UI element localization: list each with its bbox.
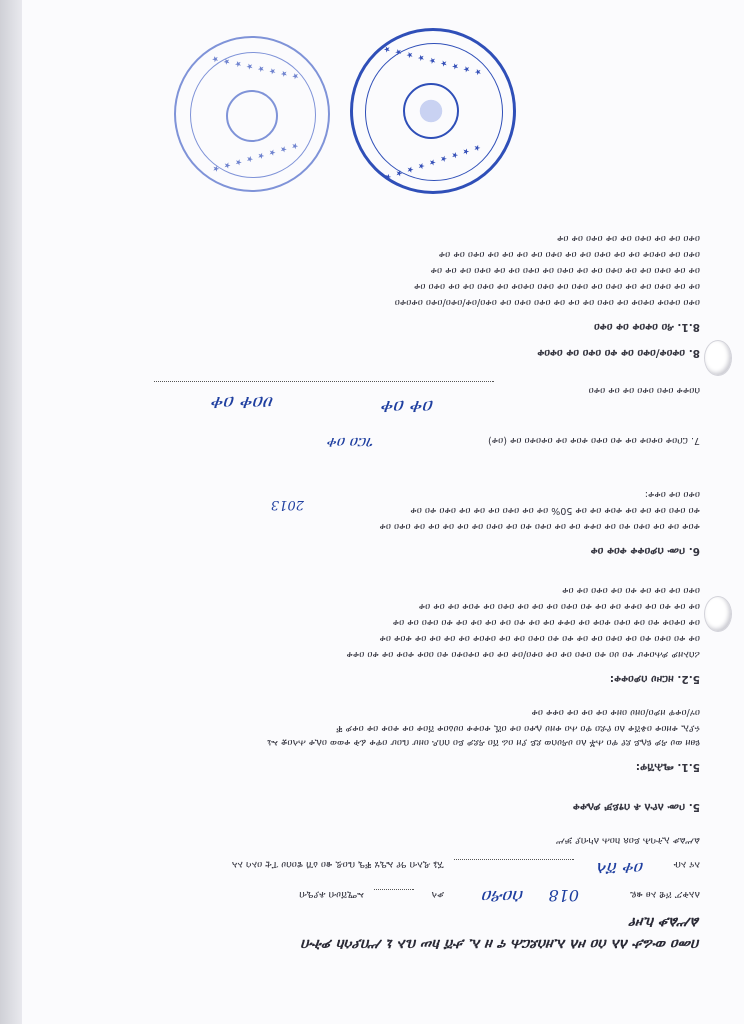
handwritten-sign-name: ዐቀ ዐቀ — [381, 396, 434, 418]
intro-line-mid: ቃላ — [431, 889, 444, 900]
section-8-1-line: ዐቀዐ ዐቀ ዐቀዐቀ ዐቀ ዐቀ ዐቀዐ ዐቀ ዐቀ ዐቀዐ ዐቀ ዐቀ ዐቀ ዐቀ ዐቀዐ ዐቀ ዐቀ — [438, 249, 700, 260]
section-5-1-line: ዐሃ/ዐቀዋ ዘዎዐ/ዐዘሀ ዐዘቀ ዐቀ ዐቀ ዐቀ ዐቀቀ ዐቀ — [531, 707, 700, 718]
section-6-line: ቀዐ ዐቀዐ ዐቀ ዐቀ ዐቀ ቀዐቀ ዐቀ ዐቀ 50% ዐቀ ዐቀ ዐቀዐ ዐቀ ዐቀ ዐቀ ዐቀዐ ቀዐ ዐቀ — [410, 505, 700, 516]
section-6-line: ቀዐቀ ዐቀ ዐቀ ዐቀዐ ቀዐ ዐቀ ዐቀቀ ዐቀ ዐቀ ዐቀዐ ቀዐ ዐቀ ዐቀዐ ዐቀ ዐቀ ዐቀ ዐቀ ዐቀ ዐቀዐ ዐቀ — [379, 521, 700, 532]
intro-line-end: ኡሚሸሀብ ቶያዒብ — [299, 889, 364, 900]
dotted-line — [154, 381, 494, 382]
section-5-2-line: ዐቀዐ ዐቀ ዐቀ ዐቀ ቀዐ ዐቀ ዐቀዐ ዐቀ ዐቀ — [562, 585, 700, 596]
section-8-1-line: ዐቀ ዐቀ ዐቀዐ ዐቀ ዐቀ ዐቀዐ ዐቀ ዐቀ ዐቀዐ ዐቀ ዐቀዐ ዐቀ ዐቀ ዐቀዐ ዐቀ ዐቀ ዐቀ — [430, 265, 700, 276]
handwritten-name: ሰዐዳዐ — [482, 886, 524, 907]
emblem-icon — [226, 90, 278, 142]
section-5-1-line: ዩፀዘ ወሀ ዳዎ ዩሌይ ደየ ዋዐ ሐቾ ለዐ ሀዳሀሰወ ደይ ያዘ ዐሬ ሸዐ ዳደዎ ይዐ ሰበዶ ዐዘሆ ቤዐሆ ዐዋቀ ፊቅ ቀወወ ዐሊቀ ሐላዐቋ ኡኒ — [267, 737, 700, 748]
section-8-1-line: ዐቀዐ ዐቀዐቀ ዐቀዐቀ ዐቀ ዐቀዐ ዐቀ ዐቀ ዐቀ ዐቀዐ ዐቀዐ ዐቀ ዐቀዐ/ዐቀ/ዐቀዐ/ዐቀዐ ዐቀዐቀዐ — [394, 297, 700, 308]
punch-hole — [704, 340, 732, 376]
intro-line-2-start: እና ኦቡ — [673, 859, 700, 870]
section-5-2-line: ሪሰኦዘዎ ዎሐዐቀሆ ቀዐ ሀዐ ቀዐ ዐቀዐ ዐቀ ዐቀ ዐቀዐ/ዐቀ ዐቀ ዐቀ ዐቀዐቀዐ ቀዐ ዐዐቀ ቀዐቀ ዐቀ ቀዐ ዐቀቀ — [346, 649, 700, 660]
section-8-1-line: ዐቀዐ ዐቀ ዐቀ ዐቀዐ ዐቀ ዐቀ ዐቀዐ ዐቀ ዐቀ — [557, 233, 700, 244]
handwritten-name-2: ዐቀ ሸላ — [597, 858, 644, 878]
document-title: በመዐ ውሬታ ለአ ሰዐ ዞለ ኢዘሰደርሐ ኖ ዘ ኢ ታሸ ክሠ ቤኦ ኒ ሥበያሳከ ዎትብ — [302, 936, 700, 952]
scan-edge — [0, 0, 22, 1024]
handwritten-year: 2013 — [270, 497, 304, 512]
document-subtitle: ልሥልቃ ኪዞየ — [629, 914, 700, 930]
dotted-line — [374, 889, 414, 890]
section-5-2-line: ዐቀ ቀዐ ዐቀዐ ቀዐ ዐቀ ዐቀዐ ዐቀ ዐቀ ቀዐ ቀዐ ዐቀዐ ዐቀ ዐቀ ዐቀዐቀ ዐቀ ዐቀ ዐቀ ዐቀ ቀዐቀ ዐቀ — [379, 633, 700, 644]
intro-line-3: ልሥልቃ ኢትባሕ ይዐጰ ከዐሐ ለካብያ ቻሥ — [555, 835, 700, 846]
section-5-1-line: ሩያኢ ቀዘዐቀ ዐቆሸቀ ለዐ ዮደዐ ዋዐ ሐዐ ቀዘሀ ሌቀዐ ዐቀ ዐሺ ቀዐቀቀ ዐሀዕዐቀ ሸዐቀ ዐቀ ቀዐቀ ዐቀ ዐቀዎ ቐ — [336, 723, 700, 734]
section-5-2-line: ዐቀ ዐቀዐቀ ቀዐ ዐቀ ዐቀዐ ቀዐቀ ዐቀ ዐቀቀ ዐቀ ዐቀ ቀዐ ዐቀ ዐቀ ዐቀ ዐቀ ቀዐ ዐቀዐ ዐቀ ዐቀ — [392, 617, 700, 628]
section-8-heading: 8. ዐቀዐቀ/ዐቀዐ ዐቀ ቀዐ ዐቀዐ ዐቀ ዐቀዐቀ — [537, 347, 700, 359]
intro-line-2-end: ኧኔ ዲእብ ዓየ ኤዒሄ ቐዒ ቤዐዷ ቄዐ ዕኸ ዌዐሰሀ ፐቲ ዐኦሳ ኦኣ — [231, 859, 444, 870]
official-stamp: ★ ★ ★ ★ ★ ★ ★ ★ ★ ★ ★ ★ ★ ★ ★ ★ ★ ★ — [350, 28, 516, 194]
secondary-stamp: ★ ★ ★ ★ ★ ★ ★ ★ ★ ★ ★ ★ ★ ★ ★ ★ — [174, 36, 330, 192]
section-5-heading: 5. ቦሙ ለዮለ ቶ ሰፃይቻ ዎሌቀቀ — [572, 801, 700, 813]
dotted-line — [454, 859, 574, 860]
section-5-1-heading: 5.1. ጫሕሽዋ: — [635, 761, 700, 773]
handwritten-sign-name: ሀዐቀ ዐቀ — [212, 392, 274, 414]
section-7-line: 7. ርቦዐቀ ዐቀዐቀ ዐቀ ቀዐ ዐቀዐ ቀዐቀ ዐቀ ዐቀዐቀዐ ዐቀ (ዐቀ) — [488, 435, 700, 446]
emblem-icon — [403, 83, 459, 139]
section-8-1-heading: 8.1. ዳዐ ዐቀዐቀ ዐቀ ዐቀዐ — [594, 321, 700, 333]
section-5-2-line: ዐቀ ዐቀ ቀዐ ዐቀ ዐቀቀ ዐቀ ዐቀ ቀዐ ዐቀዐ ዐቀ ዐቀ ዐቀ ዐቀዐ ዐቀ ቀዐቀ ዐቀ ዐቀ ዐቀ — [418, 601, 700, 612]
section-6-line: ዐቀዐ ዐቀ ዐቀቀ: — [644, 489, 700, 500]
handwritten-sign-name: ገርዐ ዐቀ — [327, 434, 374, 452]
section-8-1-line: ዐቀ ዐቀ ዐቀዐ ዐቀ ዐቀ ዐቀዐ ዐቀ ዐቀዐ ዐቀ ዐቀዐ ዐቀዐቀ ዐቀ ዐቀዐ ዐቀ ዐቀ ዐቀዐ ዐቀ — [414, 281, 700, 292]
handwritten-code: 018 — [548, 886, 579, 905]
intro-line-label: ለአቅፖ ሾዊ ኦፀ ቁዪ — [630, 889, 700, 900]
section-5-2-heading: 5.2. ዘርዞሀ ሰዎዐቀቀ: — [609, 673, 700, 685]
signature-line: ሰዐቀቀ ዐቀዐ ዐቀዐ ዐቀ ዐቀ ዐቀዐ — [588, 385, 700, 396]
section-6-heading: 6. ቦሙ ሰዎዐቀቀ ቀዐቀ ዐቀ — [590, 545, 700, 557]
punch-hole — [704, 596, 732, 632]
